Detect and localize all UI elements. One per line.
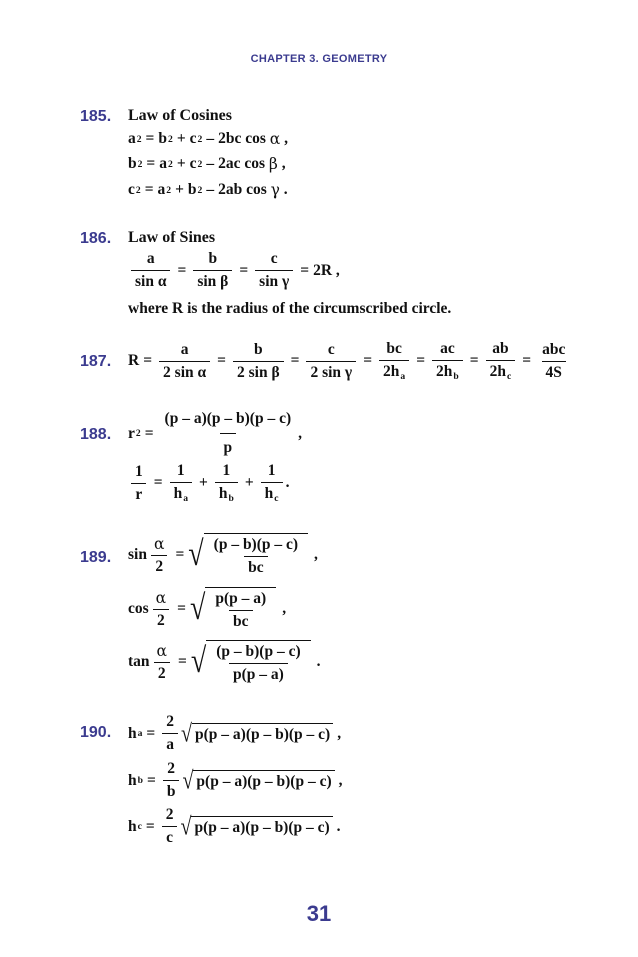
formula-number: 190. <box>80 724 112 741</box>
altitude-hb: h b = $\frac{2}{b}$ √ p(p – a)(p – b)(p – c) , <box>128 760 343 800</box>
fraction: $\frac{b}{\text{2 sin β}}$ <box>233 341 284 382</box>
subscript: a <box>137 728 143 739</box>
altitude-hc: h c = $\frac{2}{c}$ √ p(p – a)(p – b)(p – c) . <box>128 806 341 846</box>
var: c <box>189 130 197 147</box>
exponent: 2 <box>168 158 173 170</box>
function: sin <box>128 546 147 563</box>
exponent: 2 <box>197 133 203 145</box>
var: R <box>128 352 140 370</box>
fraction: $\frac{(p - a)(p - b)(p - c)}{p}$ <box>164 410 292 456</box>
fraction: $\frac{1}{h_c}$ <box>261 462 283 504</box>
var: b <box>158 130 168 147</box>
fraction: $\frac{ac}{2h_b}$ <box>432 340 463 382</box>
exponent: 2 <box>137 158 143 170</box>
angle: γ <box>270 181 280 199</box>
punct: , <box>298 424 302 442</box>
law-of-cosines-line-1: a 2 = b 2 + c 2 – 2bc cos α , <box>128 130 288 148</box>
altitude-ha: h a = $\frac{2}{a}$ √ p(p – a)(p – b)(p – c) , <box>128 713 342 753</box>
var: h <box>128 724 137 742</box>
exponent: 2 <box>135 428 141 439</box>
square-root: √ $\frac{p(p - a)}{bc}$ <box>190 587 276 631</box>
formula-number: 185. <box>80 108 112 125</box>
term: 2ac cos <box>218 155 266 172</box>
half-angle-sin: sin $\frac{\alpha}{2}$ = √ $\frac{(p - b)(p - c)}{bc}$ , <box>128 534 318 576</box>
fraction: $\frac{\alpha}{2}$ <box>152 589 170 630</box>
var: c <box>189 155 197 172</box>
law-of-sines: $\frac{a}{\text{sin α}}$ = $\frac{b}{\text{sin β}}$ = $\frac{c}{\text{sin γ}}$ = 2R , <box>128 250 340 291</box>
exponent: 2 <box>136 133 142 145</box>
fraction: $\frac{1}{r}$ <box>131 463 147 504</box>
fraction: $\frac{2}{b}$ <box>163 760 180 801</box>
var: r <box>128 424 135 442</box>
fraction: $\frac{a}{\text{2 sin α}}$ <box>159 341 210 382</box>
law-of-cosines-line-2: b 2 = a 2 + c 2 – 2ac cos β , <box>128 155 286 173</box>
punct: . <box>336 817 341 835</box>
term: 2bc cos <box>218 130 266 147</box>
circumradius-formula: R = $\frac{a}{\text{2 sin α}}$ = $\frac{b}{\text{2 sin β}}$ = $\frac{c}{\text{2 sin γ}}$ = $\frac{bc}{2h_a}$ = $\frac{ac}{2h_b}$ = $\frac{ab}{2h_c}$ = $\frac{\text{abc}}{4S}$ <box>128 340 572 382</box>
punct: , <box>337 724 342 742</box>
square-root: √ p(p – a)(p – b)(p – c) <box>180 816 332 837</box>
punct: , <box>284 130 288 147</box>
fraction: $\frac{c}{\text{sin γ}}$ <box>255 250 293 291</box>
formula-number: 186. <box>80 230 112 247</box>
function: tan <box>128 653 150 670</box>
fraction: $\frac{2}{a}$ <box>162 713 178 754</box>
formula-number: 188. <box>80 426 112 443</box>
var: h <box>128 817 137 835</box>
fraction: $\frac{b}{\text{sin β}}$ <box>193 250 232 291</box>
punct: , <box>314 546 318 563</box>
fraction: $\frac{\text{abc}}{4S}$ <box>542 340 566 381</box>
term: 2ab cos <box>218 181 267 198</box>
angle: α <box>269 130 281 148</box>
function: cos <box>128 600 149 617</box>
var: b <box>128 155 137 172</box>
var: c <box>128 181 135 198</box>
fraction: $\frac{a}{\text{sin α}}$ <box>131 250 170 291</box>
formula-title: Law of Cosines <box>128 107 233 124</box>
fraction: $\frac{ab}{2h_c}$ <box>486 340 516 382</box>
square-root: √ $\frac{(p - b)(p - c)}{bc}$ <box>188 533 308 577</box>
var: a <box>157 181 166 198</box>
fraction: $\frac{\alpha}{2}$ <box>153 642 171 683</box>
var: b <box>187 181 197 198</box>
inradius-formula: r 2 = $\frac{(p - a)(p - b)(p - c)}{p}$ , <box>128 410 302 456</box>
fraction: $\frac{c}{\text{2 sin γ}}$ <box>306 341 356 382</box>
square-root: √ p(p – a)(p – b)(p – c) <box>182 770 334 791</box>
fraction: $\frac{\alpha}{2}$ <box>150 535 168 576</box>
angle: β <box>268 155 278 173</box>
exponent: 2 <box>168 133 173 145</box>
punct: . <box>316 653 321 670</box>
exponent: 2 <box>135 184 141 196</box>
square-root: √ p(p – a)(p – b)(p – c) <box>181 723 333 744</box>
chapter-header: CHAPTER 3. GEOMETRY <box>250 53 388 65</box>
half-angle-cos: cos $\frac{\alpha}{2}$ = √ $\frac{p(p - a)}{bc}$ , <box>128 588 287 630</box>
punct: . <box>283 181 288 198</box>
square-root: √ $\frac{(p - b)(p - c)}{p(p - a)}$ <box>191 640 311 684</box>
formula-number: 187. <box>80 353 112 370</box>
punct: . <box>285 474 290 492</box>
formula-number: 189. <box>80 549 112 566</box>
fraction: $\frac{1}{h_b}$ <box>215 462 238 504</box>
var: a <box>159 155 168 172</box>
formula-title: Law of Sines <box>128 229 216 246</box>
law-of-cosines-line-3: c 2 = a 2 + b 2 – 2ab cos γ . <box>128 181 288 199</box>
subscript: b <box>137 775 143 786</box>
page-number: 31 <box>306 901 332 926</box>
half-angle-tan: tan $\frac{\alpha}{2}$ = √ $\frac{(p - b)(p - c)}{p(p - a)}$ . <box>128 641 321 683</box>
exponent: 2 <box>166 184 172 196</box>
inradius-reciprocal: $\frac{1}{r}$ = $\frac{1}{h_a}$ + $\frac{1}{h_b}$ + $\frac{1}{h_c}$ . <box>128 462 289 504</box>
var: h <box>128 771 137 789</box>
punct: , <box>338 771 343 789</box>
exponent: 2 <box>197 158 203 170</box>
subscript: c <box>137 821 142 832</box>
fraction: $\frac{bc}{2h_a}$ <box>379 340 409 382</box>
var: a <box>128 130 136 147</box>
punct: , <box>282 600 287 617</box>
rhs: 2R , <box>313 261 340 279</box>
exponent: 2 <box>197 184 203 196</box>
punct: , <box>281 155 286 172</box>
formula-note: where R is the radius of the circumscribed circle. <box>128 300 452 317</box>
fraction: $\frac{2}{c}$ <box>162 806 178 847</box>
fraction: $\frac{1}{h_a}$ <box>170 462 192 504</box>
